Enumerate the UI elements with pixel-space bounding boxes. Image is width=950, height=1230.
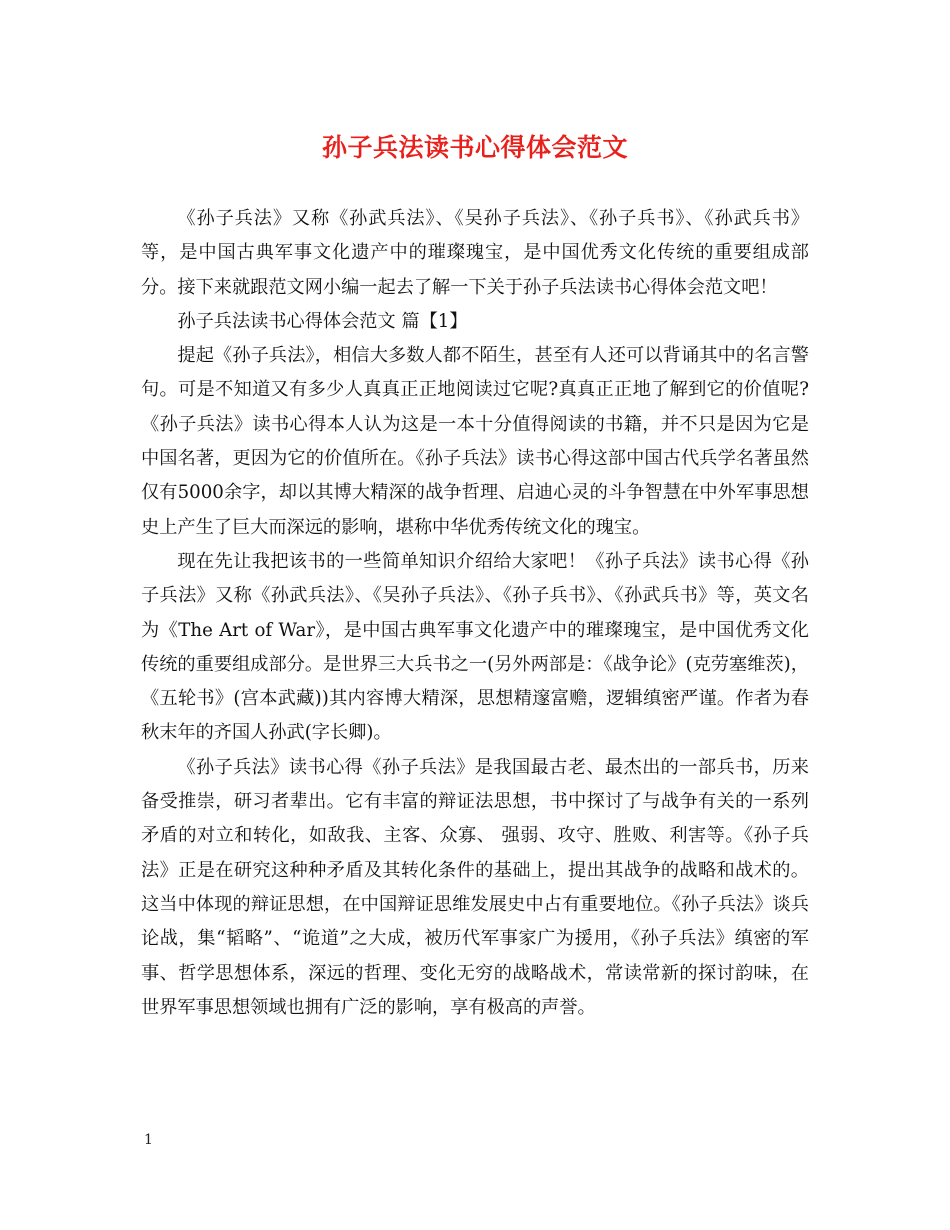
paragraph-1: 提起《孙子兵法》，相信大多数人都不陌生，甚至有人还可以背诵其中的名言警句。可是不知道又有多少人真真正正地阅读过它呢?真真正正地了解到它的价值呢?《孙子兵法》读书心得本人认为这是一本十分值得阅读的书籍，并不只是因为它是中国名著，更因为它的价值所在。《孙子兵法》读书心得这部中国古代兵学名著虽然仅有5000余字，却以其博大精深的战争哲理、启迪心灵的斗争智慧在中外军事思想史上产生了巨大而深远的影响，堪称中华优秀传统文化的瑰宝。 bbox=[141, 345, 809, 538]
paragraph-3: 《孙子兵法》读书心得《孙子兵法》是我国最古老、最杰出的一部兵书，历来备受推崇，研习者辈出。它有丰富的辩证法思想，书中探讨了与战争有关的一系列矛盾的对立和转化，如敌我、主客、众寡、 强弱、攻守、胜败、利害等。《孙子兵法》正是在研究这种种矛盾及其转化条件的基础上，提出其战争的战略和战术的。这当中体现的辩证思想，在中国辩证思维发展史中占有重要地位。《孙子兵法》谈兵论战，集“韬略”、“诡道”之大成，被历代军事家广为援用，《孙子兵法》缜密的军事、哲学思想体系，深远的哲理、变化无穷的战略战术，常读常新的探讨韵味，在世界军事思想领域也拥有广泛的影响，享有极高的声誉。 bbox=[141, 756, 809, 1018]
paragraph-2: 现在先让我把该书的一些简单知识介绍给大家吧！《孙子兵法》读书心得《孙子兵法》又称《孙武兵法》、《吴孙子兵法》、《孙子兵书》、《孙武兵书》等，英文名为《The Art of War》，是中国古典军事文化遗产中的璀璨瑰宝，是中国优秀文化传统的重要组成部分。是世界三大兵书之一(另外两部是：《战争论》(克劳塞维茨)，《五轮书》(宫本武藏))其内容博大精深，思想精邃富赡，逻辑缜密严谨。作者为春秋末年的齐国人孙武(字长卿)。 bbox=[141, 550, 809, 744]
section-heading: 孙子兵法读书心得体会范文 篇【1】 bbox=[177, 310, 468, 332]
paragraph-intro: 《孙子兵法》又称《孙武兵法》、《吴孙子兵法》、《孙子兵书》、《孙武兵书》等，是中国古典军事文化遗产中的璀璨瑰宝，是中国优秀文化传统的重要组成部分。接下来就跟范文网小编一起去了解一下关于孙子兵法读书心得体会范文吧！ bbox=[141, 208, 809, 298]
page-number: 1 bbox=[144, 1132, 153, 1148]
document-title: 孙子兵法读书心得体会范文 bbox=[321, 133, 628, 162]
document-body bbox=[141, 202, 809, 1025]
